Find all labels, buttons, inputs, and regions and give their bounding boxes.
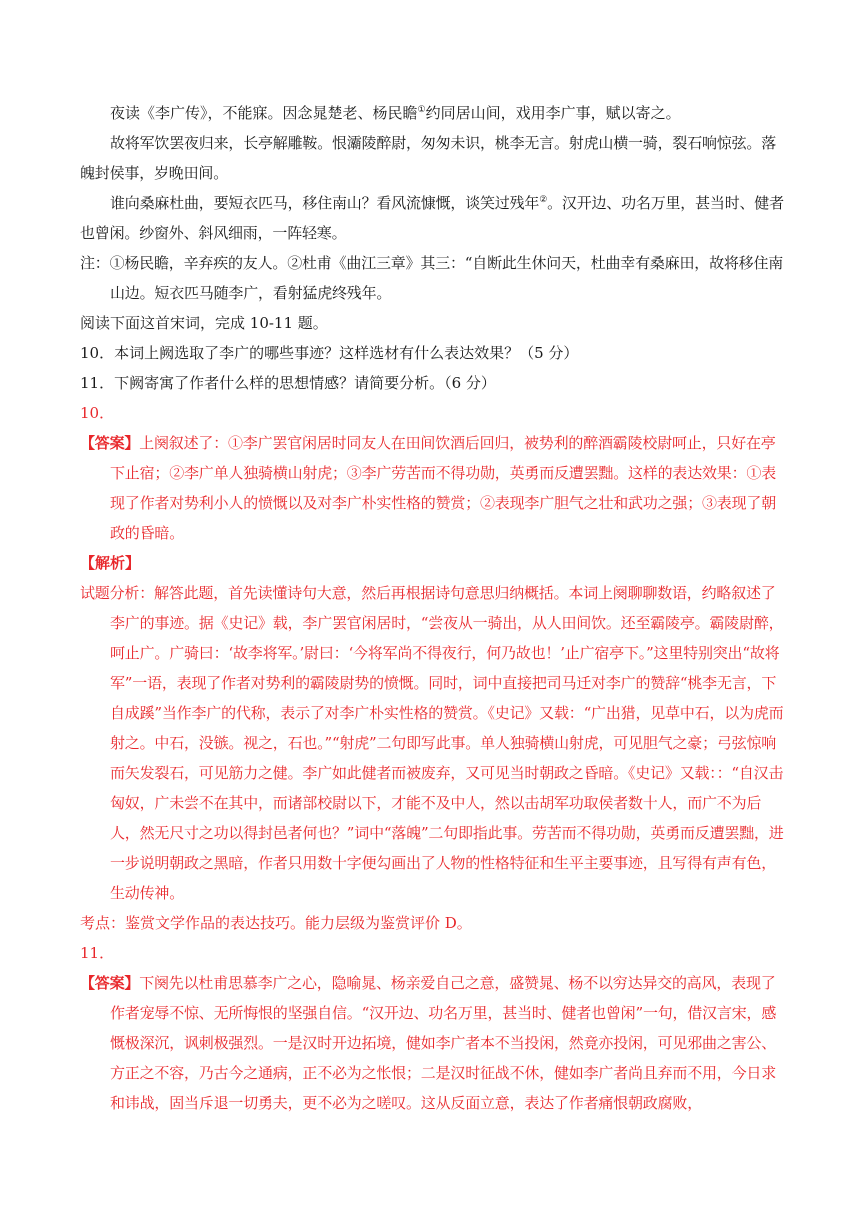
poem-notes: 注：①杨民瞻，辛弃疾的友人。②杜甫《曲江三章》其三：“自断此生休问天，杜曲幸有桑麻田，故将移住南山边。短衣匹马随李广，看射猛虎终残年。 <box>80 254 784 302</box>
q11-number: 11． <box>80 944 115 962</box>
q10-analysis-heading <box>80 548 785 578</box>
q11-answer-text: 下阕先以杜甫思慕李广之心，隐喻晁、杨亲爱自己之意，盛赞晁、杨不以穷达异交的高风，表现了作者宠辱不惊、无所悔恨的坚强自信。“汉开边、功名万里，甚当时、健者也曾闲”一句，借汉言宋，感慨极深沉，讽刺极强烈。一是汉时开边拓境，健如李广者本不当投闲，然竟亦投闲，可见邪曲之害公、方正之不容，乃古今之通病，正不必为之怅恨；二是汉时征战不休，健如李广者尚且弃而不用，今日求和讳战，固当斥退一切勇夫，更不必为之嗟叹。这从反面立意，表达了作者痛恨朝政腐败， <box>110 974 777 1112</box>
q10-answer-text: 上阕叙述了：①李广罢官闲居时同友人在田间饮酒后回归，被势利的醉酒霸陵校尉呵止，只好在亭下止宿；②李广单人独骑横山射虎；③李广劳苦而不得功勋，英勇而反遭罢黜。这样的表达效果：①表现了作者对势利小人的愤慨以及对李广朴实性格的赞赏；②表现李广胆气之壮和武功之强；③表现了朝政的昏暗。 <box>110 434 777 542</box>
q10-analysis-text: 试题分析：解答此题，首先读懂诗句大意，然后再根据诗句意思归纳概括。本词上阕聊聊数语，约略叙述了李广的事迹。据《史记》载，李广罢官闲居时，“尝夜从一骑出，从人田间饮。还至霸陵亭。霸陵尉醉，呵止广。广骑曰：‘故李将军。’尉曰：‘今将军尚不得夜行，何乃故也！’止广宿亭下。”这里特别突出“故将军”一语，表现了作者对势利的霸陵尉势的愤慨。同时，词中直接把司马迁对李广的赞辞“桃李无言，下自成蹊”当作李广的代称，表示了对李广朴实性格的赞赏。《史记》又载：“广出猎，见草中石，以为虎而射之。中石，没镞。视之，石也。”“射虎”二句即写此事。单人独骑横山射虎，可见胆气之豪；弓弦惊响而矢发裂石，可见筋力之健。李广如此健者而被废弃，又可见当时朝政之昏暗。《史记》又载：：“自汉击匈奴，广未尝不在其中，而诸部校尉以下，才能不及中人，然以击胡军功取侯者数十人，而广不为后人，然无尺寸之功以得封邑者何也？”词中“落魄”二句即指此事。劳苦而不得功勋，英勇而反遭罢黜，进一步说明朝政之黑暗，作者只用数十字便勾画出了人物的性格特征和生平主要事迹，且写得有声有色，生动传神。 <box>80 584 784 902</box>
q10-answer <box>80 428 785 548</box>
question-10: 10．本词上阙选取了李广的哪些事迹？这样选材有什么表达效果？（5 分） <box>80 344 579 362</box>
q10-number: 10． <box>80 404 115 422</box>
footnote-marker: ① <box>417 105 426 115</box>
q10-kaodian: 考点：鉴赏文学作品的表达技巧。能力层级为鉴赏评价 D。 <box>80 914 472 932</box>
poem-preface: 夜读《李广传》，不能寐。因念晁楚老、杨民瞻①约同居山间，戏用李广事，赋以寄之。 <box>110 104 681 122</box>
answer-label: 【答案】 <box>80 434 140 452</box>
q11-answer <box>80 968 785 1118</box>
answer-label: 【答案】 <box>80 974 140 992</box>
poem-stanza-2: 谁向桑麻杜曲，要短衣匹马，移住南山？看风流慷慨，谈笑过残年②。汉开边、功名万里，甚当时、健者也曾闲。纱窗外、斜风细雨，一阵轻寒。 <box>80 194 784 242</box>
document-page <box>80 98 785 1118</box>
reading-instruction: 阅读下面这首宋词，完成 10-11 题。 <box>80 314 328 332</box>
analysis-label: 【解析】 <box>80 554 141 572</box>
footnote-marker: ② <box>539 195 548 205</box>
question-11: 11．下阙寄寓了作者什么样的思想情感？请简要分析。（6 分） <box>80 374 496 392</box>
poem-stanza-1: 故将军饮罢夜归来，长亭解雕鞍。恨灞陵醉尉，匆匆未识，桃李无言。射虎山横一骑，裂石响惊弦。落魄封侯事，岁晚田间。 <box>80 134 777 182</box>
